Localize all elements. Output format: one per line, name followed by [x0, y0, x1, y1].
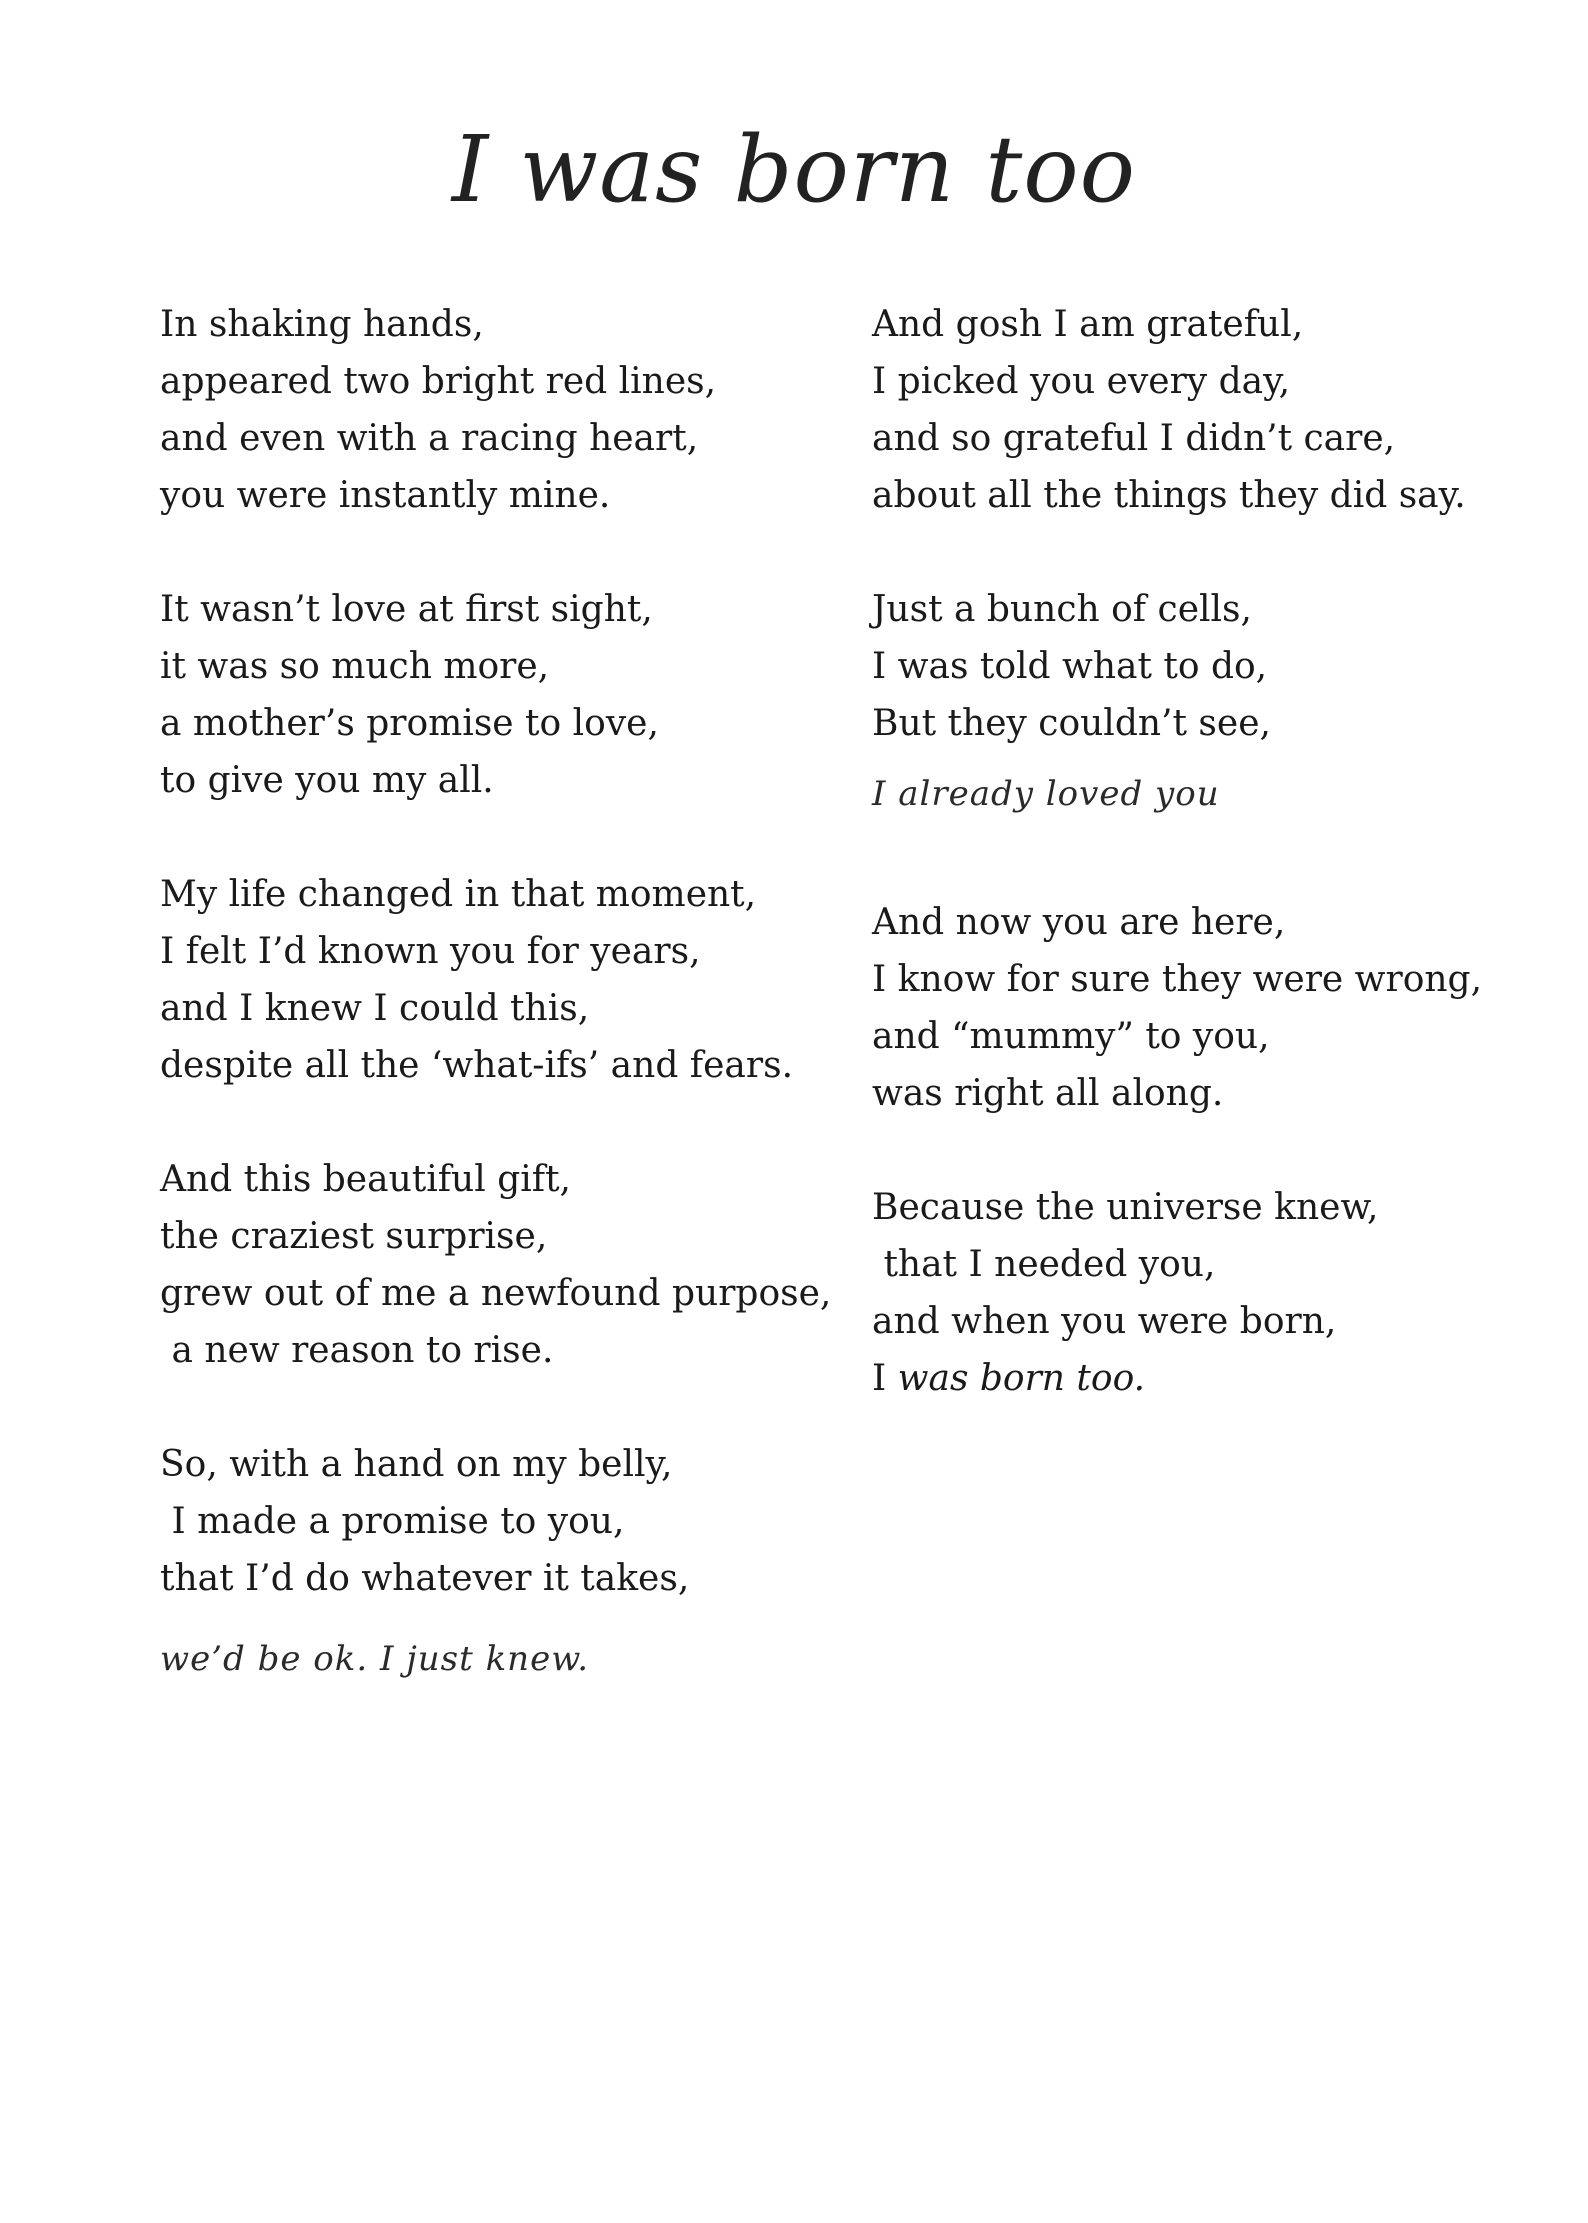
poem-line: In shaking hands, — [160, 304, 484, 345]
script-line: I already loved you — [872, 774, 1220, 814]
poem-line: And gosh I am grateful, — [872, 304, 1304, 345]
poem-line: and when you were born, — [872, 1301, 1337, 1342]
right-column — [872, 296, 1572, 1464]
stanza — [160, 866, 860, 1094]
poem-line: you were instantly mine. — [160, 475, 611, 516]
poem-line: a new reason to rise. — [160, 1330, 554, 1371]
poem-line: that I needed you, — [872, 1244, 1216, 1285]
stanza — [160, 1436, 860, 1607]
stanza — [872, 894, 1572, 1122]
poem-line: So, with a hand on my belly, — [160, 1444, 673, 1485]
poem-title: I was born too — [451, 116, 1137, 223]
poem-line: I was told what to do, — [872, 646, 1268, 687]
poem-line: about all the things they did say. — [872, 475, 1466, 516]
stanza — [872, 1179, 1572, 1407]
poem-line: grew out of me a newfound purpose, — [160, 1273, 832, 1314]
poem-line: a mother’s promise to love, — [160, 703, 659, 744]
final-line-italic: was born too. — [897, 1358, 1146, 1399]
poem-line: And now you are here, — [872, 902, 1286, 943]
poem-line: that I’d do whatever it takes, — [160, 1558, 690, 1599]
left-column — [160, 296, 860, 1689]
poem-line: the craziest surprise, — [160, 1216, 548, 1257]
poem-line: I know for sure they were wrong, — [872, 959, 1483, 1000]
stanza — [160, 1151, 860, 1379]
poem-line: My life changed in that moment, — [160, 874, 757, 915]
stanza — [160, 581, 860, 809]
stanza — [872, 296, 1572, 524]
poem-line: And this beautiful gift, — [160, 1159, 571, 1200]
poem-line: it was so much more, — [160, 646, 550, 687]
poem-line: It wasn’t love at first sight, — [160, 589, 653, 630]
poem-line: I made a promise to you, — [160, 1501, 625, 1542]
poem-line: and even with a racing heart, — [160, 418, 699, 459]
poem-line: was right all along. — [872, 1073, 1224, 1114]
final-line — [872, 1350, 1572, 1407]
poem-line: to give you my all. — [160, 760, 494, 801]
poem-line: Because the universe knew, — [872, 1187, 1379, 1228]
stanza — [872, 581, 1572, 752]
poem-line: and I knew I could this, — [160, 988, 590, 1029]
poem-line: I picked you every day, — [872, 361, 1291, 402]
poem-line: Just a bunch of cells, — [872, 589, 1252, 630]
stanza — [160, 296, 860, 524]
poem-line: I felt I’d known you for years, — [160, 931, 701, 972]
poem-line: despite all the ‘what-ifs’ and fears. — [160, 1045, 794, 1086]
poem-line: and “mummy” to you, — [872, 1016, 1270, 1057]
script-line: we’d be ok. I just knew. — [160, 1639, 590, 1679]
poem-line: appeared two bright red lines, — [160, 361, 717, 402]
poem-line: But they couldn’t see, — [872, 703, 1271, 744]
final-line-prefix: I — [872, 1358, 898, 1399]
poem-line: and so grateful I didn’t care, — [872, 418, 1396, 459]
